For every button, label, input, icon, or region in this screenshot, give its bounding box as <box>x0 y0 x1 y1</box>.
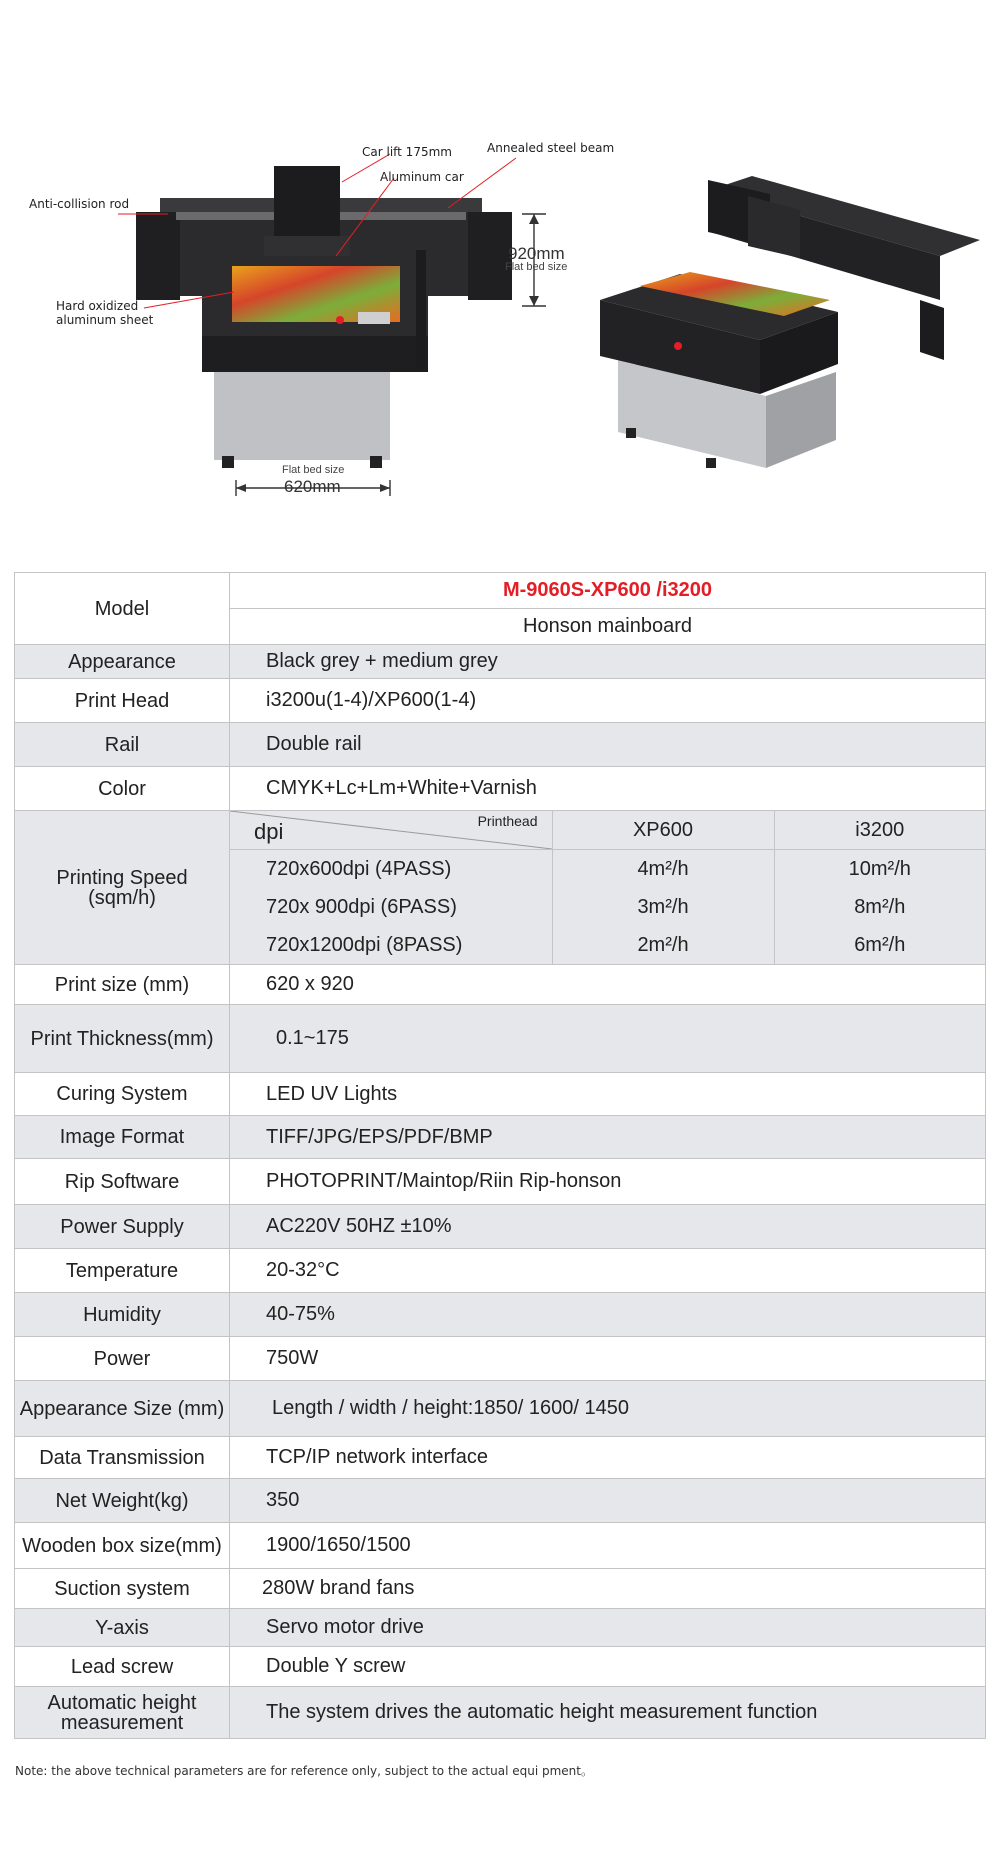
model-mainboard: Honson mainboard <box>230 609 986 645</box>
spec-label: Print size (mm) <box>15 965 230 1005</box>
spec-label-model: Model <box>15 573 230 645</box>
spec-value: 40-75% <box>230 1293 986 1337</box>
spec-label: Wooden box size(mm) <box>15 1523 230 1569</box>
width-dimension-value: 620mm <box>284 477 341 496</box>
spec-value: Servo motor drive <box>230 1609 986 1647</box>
spec-label: Power Supply <box>15 1205 230 1249</box>
speed-mode: 720x600dpi (4PASS) <box>266 857 452 880</box>
head-xp600: XP600 <box>552 811 774 850</box>
spec-value: AC220V 50HZ ±10% <box>230 1205 986 1249</box>
spec-value: CMYK+Lc+Lm+White+Varnish <box>230 767 986 811</box>
spec-label: Print Thickness(mm) <box>15 1005 230 1073</box>
spec-label: Data Transmission <box>15 1437 230 1479</box>
printer-illustrations <box>0 0 1000 560</box>
corner-dpi: dpi <box>254 819 284 844</box>
speed-i3200: 6m²/h <box>774 926 985 964</box>
spec-value: 20-32°C <box>230 1249 986 1293</box>
spec-label: Print Head <box>15 679 230 723</box>
spec-label: Automatic height measurement <box>15 1687 230 1739</box>
spec-label: Lead screw <box>15 1647 230 1687</box>
speed-xp600: 3m²/h <box>552 888 774 926</box>
callout-car-lift: Car lift 175mm <box>362 145 452 159</box>
spec-label-printing-speed <box>15 811 230 965</box>
spec-label: Image Format <box>15 1116 230 1159</box>
corner-printhead: Printhead <box>477 813 538 829</box>
spec-value: TCP/IP network interface <box>230 1437 986 1479</box>
depth-dimension-label: Flat bed size <box>505 261 568 273</box>
spec-value: Black grey + medium grey <box>230 645 986 679</box>
speed-xp600: 4m²/h <box>552 850 774 889</box>
spec-label: Temperature <box>15 1249 230 1293</box>
printer-side-view <box>600 176 980 468</box>
spec-label: Curing System <box>15 1073 230 1116</box>
spec-value: The system drives the automatic height measurement function <box>230 1687 986 1739</box>
callout-hard-oxidized-1: Hard oxidized <box>56 299 139 313</box>
spec-value: Length / width / height:1850/ 1600/ 1450 <box>230 1381 986 1437</box>
callout-aluminum-car: Aluminum car <box>380 170 464 184</box>
speed-mode: 720x1200dpi (8PASS) <box>266 933 463 956</box>
spec-label: Y-axis <box>15 1609 230 1647</box>
spec-value: Double rail <box>230 723 986 767</box>
spec-value: 620 x 920 <box>230 965 986 1005</box>
spec-label: Color <box>15 767 230 811</box>
footnote: Note: the above technical parameters are for reference only, subject to the actual equi pment。 <box>15 1764 593 1778</box>
callout-annealed-beam: Annealed steel beam <box>487 141 615 155</box>
printing-speed-label: Printing Speed <box>56 866 188 889</box>
spec-value: i3200u(1-4)/XP600(1-4) <box>230 679 986 723</box>
spec-value: 350 <box>230 1479 986 1523</box>
spec-table <box>14 572 986 1739</box>
spec-label: Rail <box>15 723 230 767</box>
spec-label: Appearance <box>15 645 230 679</box>
spec-label: Net Weight(kg) <box>15 1479 230 1523</box>
product-hero <box>0 0 1000 560</box>
spec-label: Humidity <box>15 1293 230 1337</box>
speed-xp600: 2m²/h <box>552 926 774 964</box>
spec-value: TIFF/JPG/EPS/PDF/BMP <box>230 1116 986 1159</box>
printing-speed-unit: (sqm/h) <box>88 886 156 909</box>
printing-speed-table <box>230 811 985 964</box>
depth-dimension-value: 920mm <box>508 244 565 263</box>
width-dimension-label: Flat bed size <box>282 464 345 476</box>
callout-anti-collision: Anti-collision rod <box>29 197 130 211</box>
speed-i3200: 10m²/h <box>774 850 985 889</box>
spec-value: PHOTOPRINT/Maintop/Riin Rip-honson <box>230 1159 986 1205</box>
spec-value: 280W brand fans <box>230 1569 986 1609</box>
callout-hard-oxidized-2: aluminum sheet <box>56 313 154 327</box>
speed-mode: 720x 900dpi (6PASS) <box>266 895 457 918</box>
spec-value: 0.1~175 <box>230 1005 986 1073</box>
spec-label: Suction system <box>15 1569 230 1609</box>
printer-front-view <box>136 166 512 468</box>
spec-value: LED UV Lights <box>230 1073 986 1116</box>
spec-value: 1900/1650/1500 <box>230 1523 986 1569</box>
speed-i3200: 8m²/h <box>774 888 985 926</box>
spec-value: Double Y screw <box>230 1647 986 1687</box>
head-i3200: i3200 <box>774 811 985 850</box>
spec-value: 750W <box>230 1337 986 1381</box>
printing-speed-cell <box>230 811 986 965</box>
spec-label: Appearance Size (mm) <box>15 1381 230 1437</box>
model-name: M-9060S-XP600 /i3200 <box>230 573 986 609</box>
spec-label: Power <box>15 1337 230 1381</box>
spec-label: Rip Software <box>15 1159 230 1205</box>
dpi-printhead-corner <box>230 811 552 850</box>
